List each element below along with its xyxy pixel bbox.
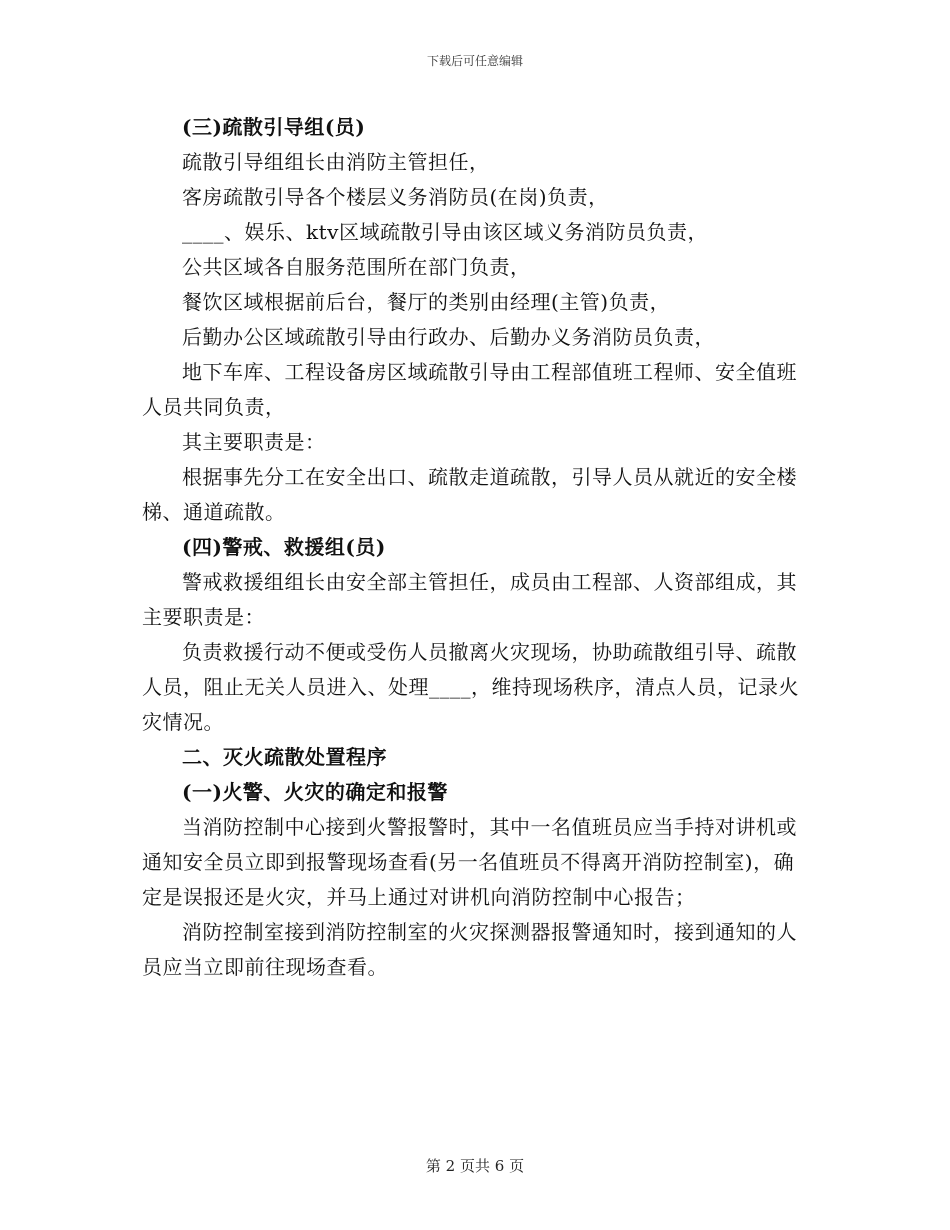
body-paragraph: 消防控制室接到消防控制室的火灾探测器报警通知时，接到通知的人员应当立即前往现场查看。 — [142, 920, 797, 979]
body-paragraph: 其主要职责是： — [182, 430, 326, 454]
section-heading: (四)警戒、救援组(员) — [182, 535, 386, 559]
body-paragraph: 公共区域各自服务范围所在部门负责， — [182, 255, 531, 279]
body-paragraph: 地下车库、工程设备房区域疏散引导由工程部值班工程师、安全值班人员共同负责， — [142, 360, 797, 419]
page-number: 第 2 页共 6 页 — [425, 1157, 525, 1175]
page-header: 下载后可任意编辑 — [426, 54, 523, 68]
section-heading: (一)火警、火灾的确定和报警 — [182, 780, 448, 804]
section-heading: 二、灭火疏散处置程序 — [182, 745, 387, 769]
body-paragraph: 当消防控制中心接到火警报警时，其中一名值班员应当手持对讲机或通知安全员立即到报警现场查看(另一名值班员不得离开消防控制室)，确定是误报还是火灾，并马上通过对讲机向消防控制中心报告； — [142, 815, 797, 909]
body-paragraph: 根据事先分工在安全出口、疏散走道疏散，引导人员从就近的安全楼梯、通道疏散。 — [142, 465, 797, 524]
document-body — [142, 110, 807, 985]
body-paragraph: 餐饮区域根据前后台，餐厅的类别由经理(主管)负责， — [182, 290, 671, 314]
section-heading: (三)疏散引导组(员) — [182, 115, 366, 139]
body-paragraph: 警戒救援组组长由安全部主管担任，成员由工程部、人资部组成，其主要职责是： — [142, 570, 797, 629]
body-paragraph: 疏散引导组组长由消防主管担任， — [182, 150, 490, 174]
body-paragraph: 负责救援行动不便或受伤人员撤离火灾现场，协助疏散组引导、疏散人员，阻止无关人员进入、处理____，维持现场秩序，清点人员，记录火灾情况。 — [142, 640, 799, 734]
body-paragraph: ____、娱乐、ktv区域疏散引导由该区域义务消防员负责， — [182, 220, 708, 244]
body-paragraph: 后勤办公区域疏散引导由行政办、后勤办义务消防员负责， — [182, 325, 715, 349]
body-paragraph: 客房疏散引导各个楼层义务消防员(在岗)负责， — [182, 185, 609, 209]
